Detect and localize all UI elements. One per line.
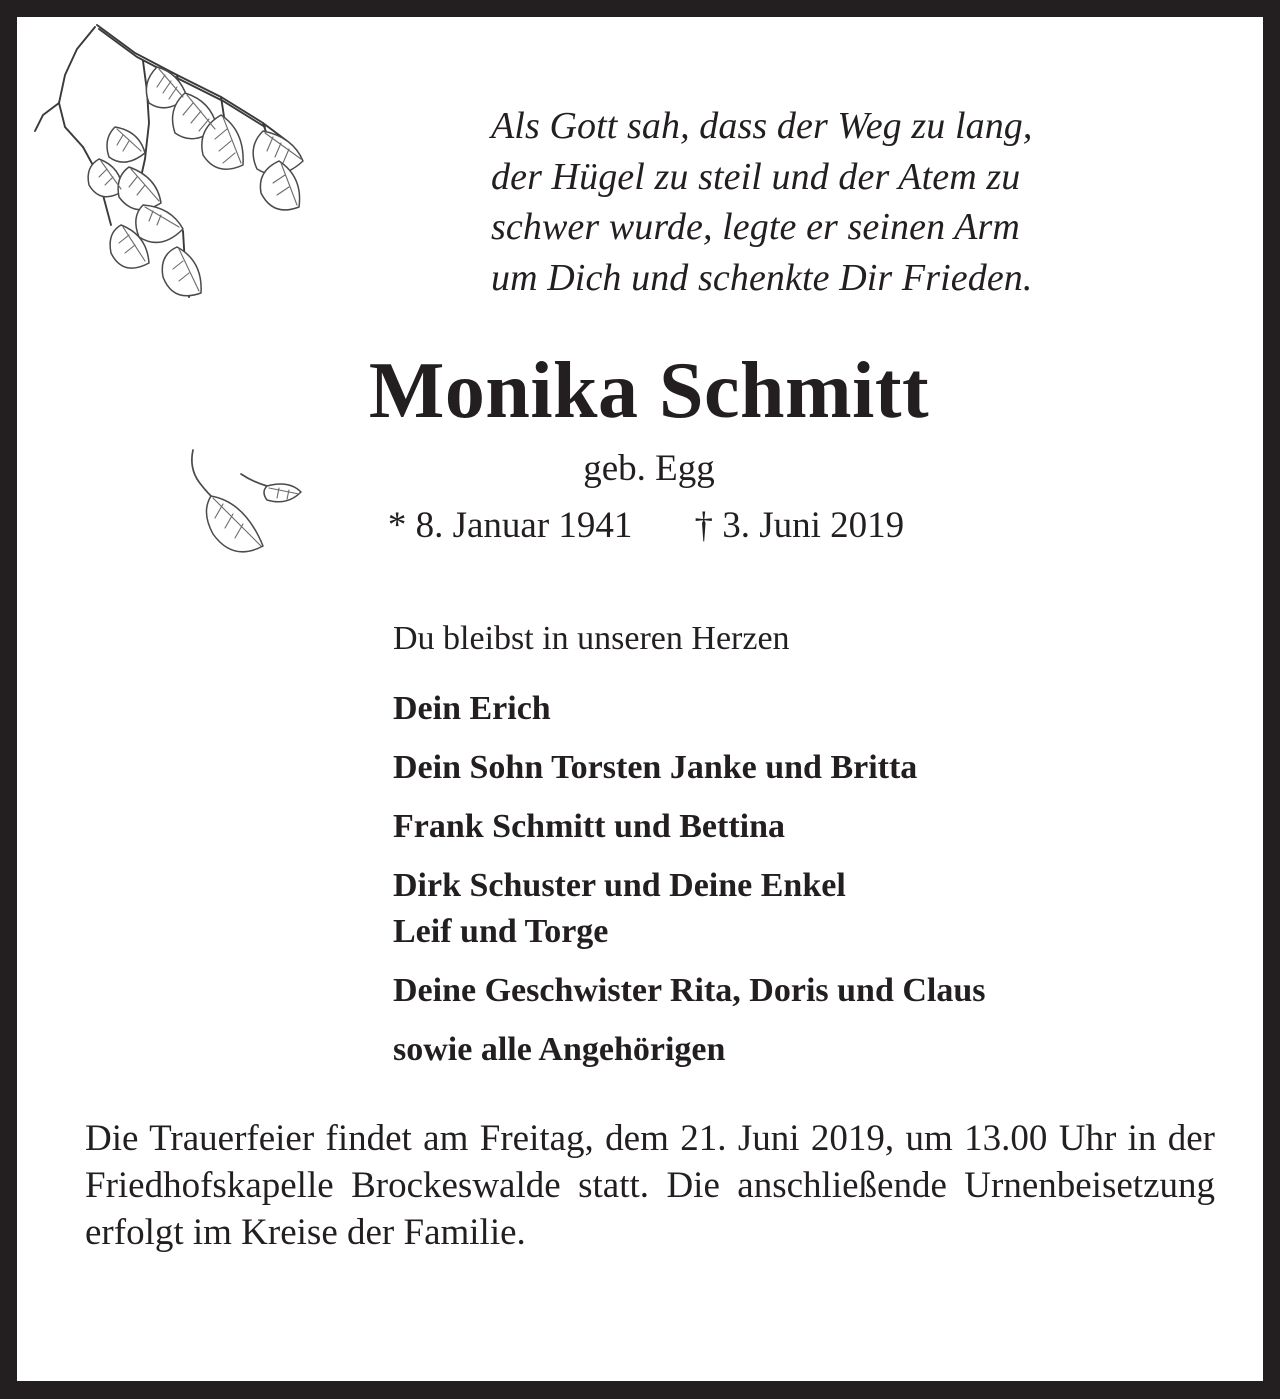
mourners-intro: Du bleibst in unseren Herzen [393, 620, 790, 657]
mourner-line: Dein Sohn Torsten Janke und Britta [393, 749, 918, 786]
epigraph-line: Als Gott sah, dass der Weg zu lang, [491, 105, 1033, 147]
deceased-name: Monika Schmitt [368, 347, 930, 435]
epigraph [491, 101, 1221, 303]
mourner-line: sowie alle Angehörigen [393, 1031, 726, 1068]
mourner-line: Frank Schmitt und Bettina [393, 808, 785, 845]
mourner-line: Leif und Torge [393, 913, 609, 950]
maiden-name: geb. Egg [583, 448, 715, 489]
death-date: † 3. Juni 2019 [694, 505, 905, 546]
mourner-line: Deine Geschwister Rita, Doris und Claus [393, 972, 986, 1009]
mourners-block [393, 617, 1223, 1087]
epigraph-line: um Dich und schenkte Dir Frieden. [491, 256, 1033, 299]
mourner-line: Dirk Schuster und Deine Enkel [393, 867, 846, 904]
epigraph-line: schwer wurde, legte er seinen Arm [491, 206, 1020, 248]
birth-date: * 8. Januar 1941 [387, 505, 633, 546]
obituary-notice-body [17, 17, 1263, 1381]
epigraph-line: der Hügel zu steil und der Atem zu [491, 155, 1021, 198]
service-info [85, 1115, 1215, 1256]
service-info-text: Die Trauerfeier findet am Freitag, dem 21. Juni 2019, um 13.00 Uhr in der Friedhofskapelle Brockeswalde statt. Die anschließende Urnenbeisetzung erfolgt im Kreise der Familie. [85, 1118, 1215, 1253]
leaf-branch-icon [25, 19, 325, 339]
name-block [17, 343, 1263, 551]
life-dates [29, 501, 1263, 551]
mourner-line: Dein Erich [393, 690, 551, 727]
